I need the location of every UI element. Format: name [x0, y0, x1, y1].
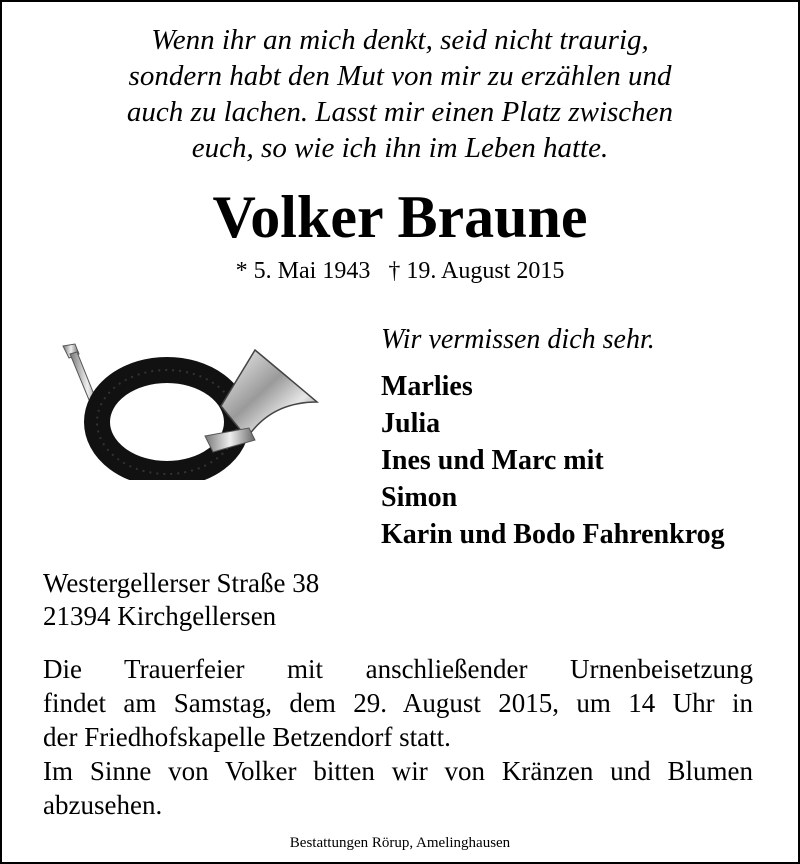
mourner-name: Marlies [381, 371, 473, 402]
funeral-home-credit: Bestattungen Rörup, Amelinghausen [289, 835, 511, 851]
notice-line: Die Trauerfeier mit anschließender Urnenbeisetzung [43, 654, 753, 684]
mourner-name: Julia [381, 408, 441, 439]
notice-line: abzusehen. [43, 790, 163, 820]
poem-line: euch, so wie ich ihn im Leben hatte. [191, 132, 609, 164]
address-city: 21394 Kirchgellersen [43, 601, 277, 631]
notice-line: findet am Samstag, dem 29. August 2015, um 14 Uhr in [43, 688, 753, 718]
funeral-notice [43, 652, 753, 822]
notice-line: der Friedhofskapelle Betzendorf statt. [43, 722, 451, 752]
mourner-name: Simon [381, 482, 458, 513]
mourners-list [381, 368, 725, 553]
notice-line: Im Sinne von Volker bitten wir von Kränzen und Blumen [43, 756, 753, 786]
mourner-name: Ines und Marc mit [381, 445, 604, 476]
deceased-name: Volker Braune [212, 184, 588, 250]
mourner-name: Karin und Bodo Fahrenkrog [381, 519, 725, 550]
address-street: Westergellerser Straße 38 [43, 568, 320, 598]
memorial-poem [0, 22, 800, 166]
post-horn-icon [45, 340, 325, 480]
death-date: † 19. August 2015 [388, 258, 565, 284]
birth-date: * 5. Mai 1943 [235, 258, 371, 284]
family-address [43, 567, 319, 633]
life-dates [0, 256, 800, 286]
poem-line: Wenn ihr an mich denkt, seid nicht traurig, [151, 24, 649, 56]
poem-line: auch zu lachen. Lasst mir einen Platz zwischen [126, 96, 674, 128]
mourners-intro: Wir vermissen dich sehr. [381, 324, 655, 355]
poem-line: sondern habt den Mut von mir zu erzählen und [128, 60, 672, 92]
